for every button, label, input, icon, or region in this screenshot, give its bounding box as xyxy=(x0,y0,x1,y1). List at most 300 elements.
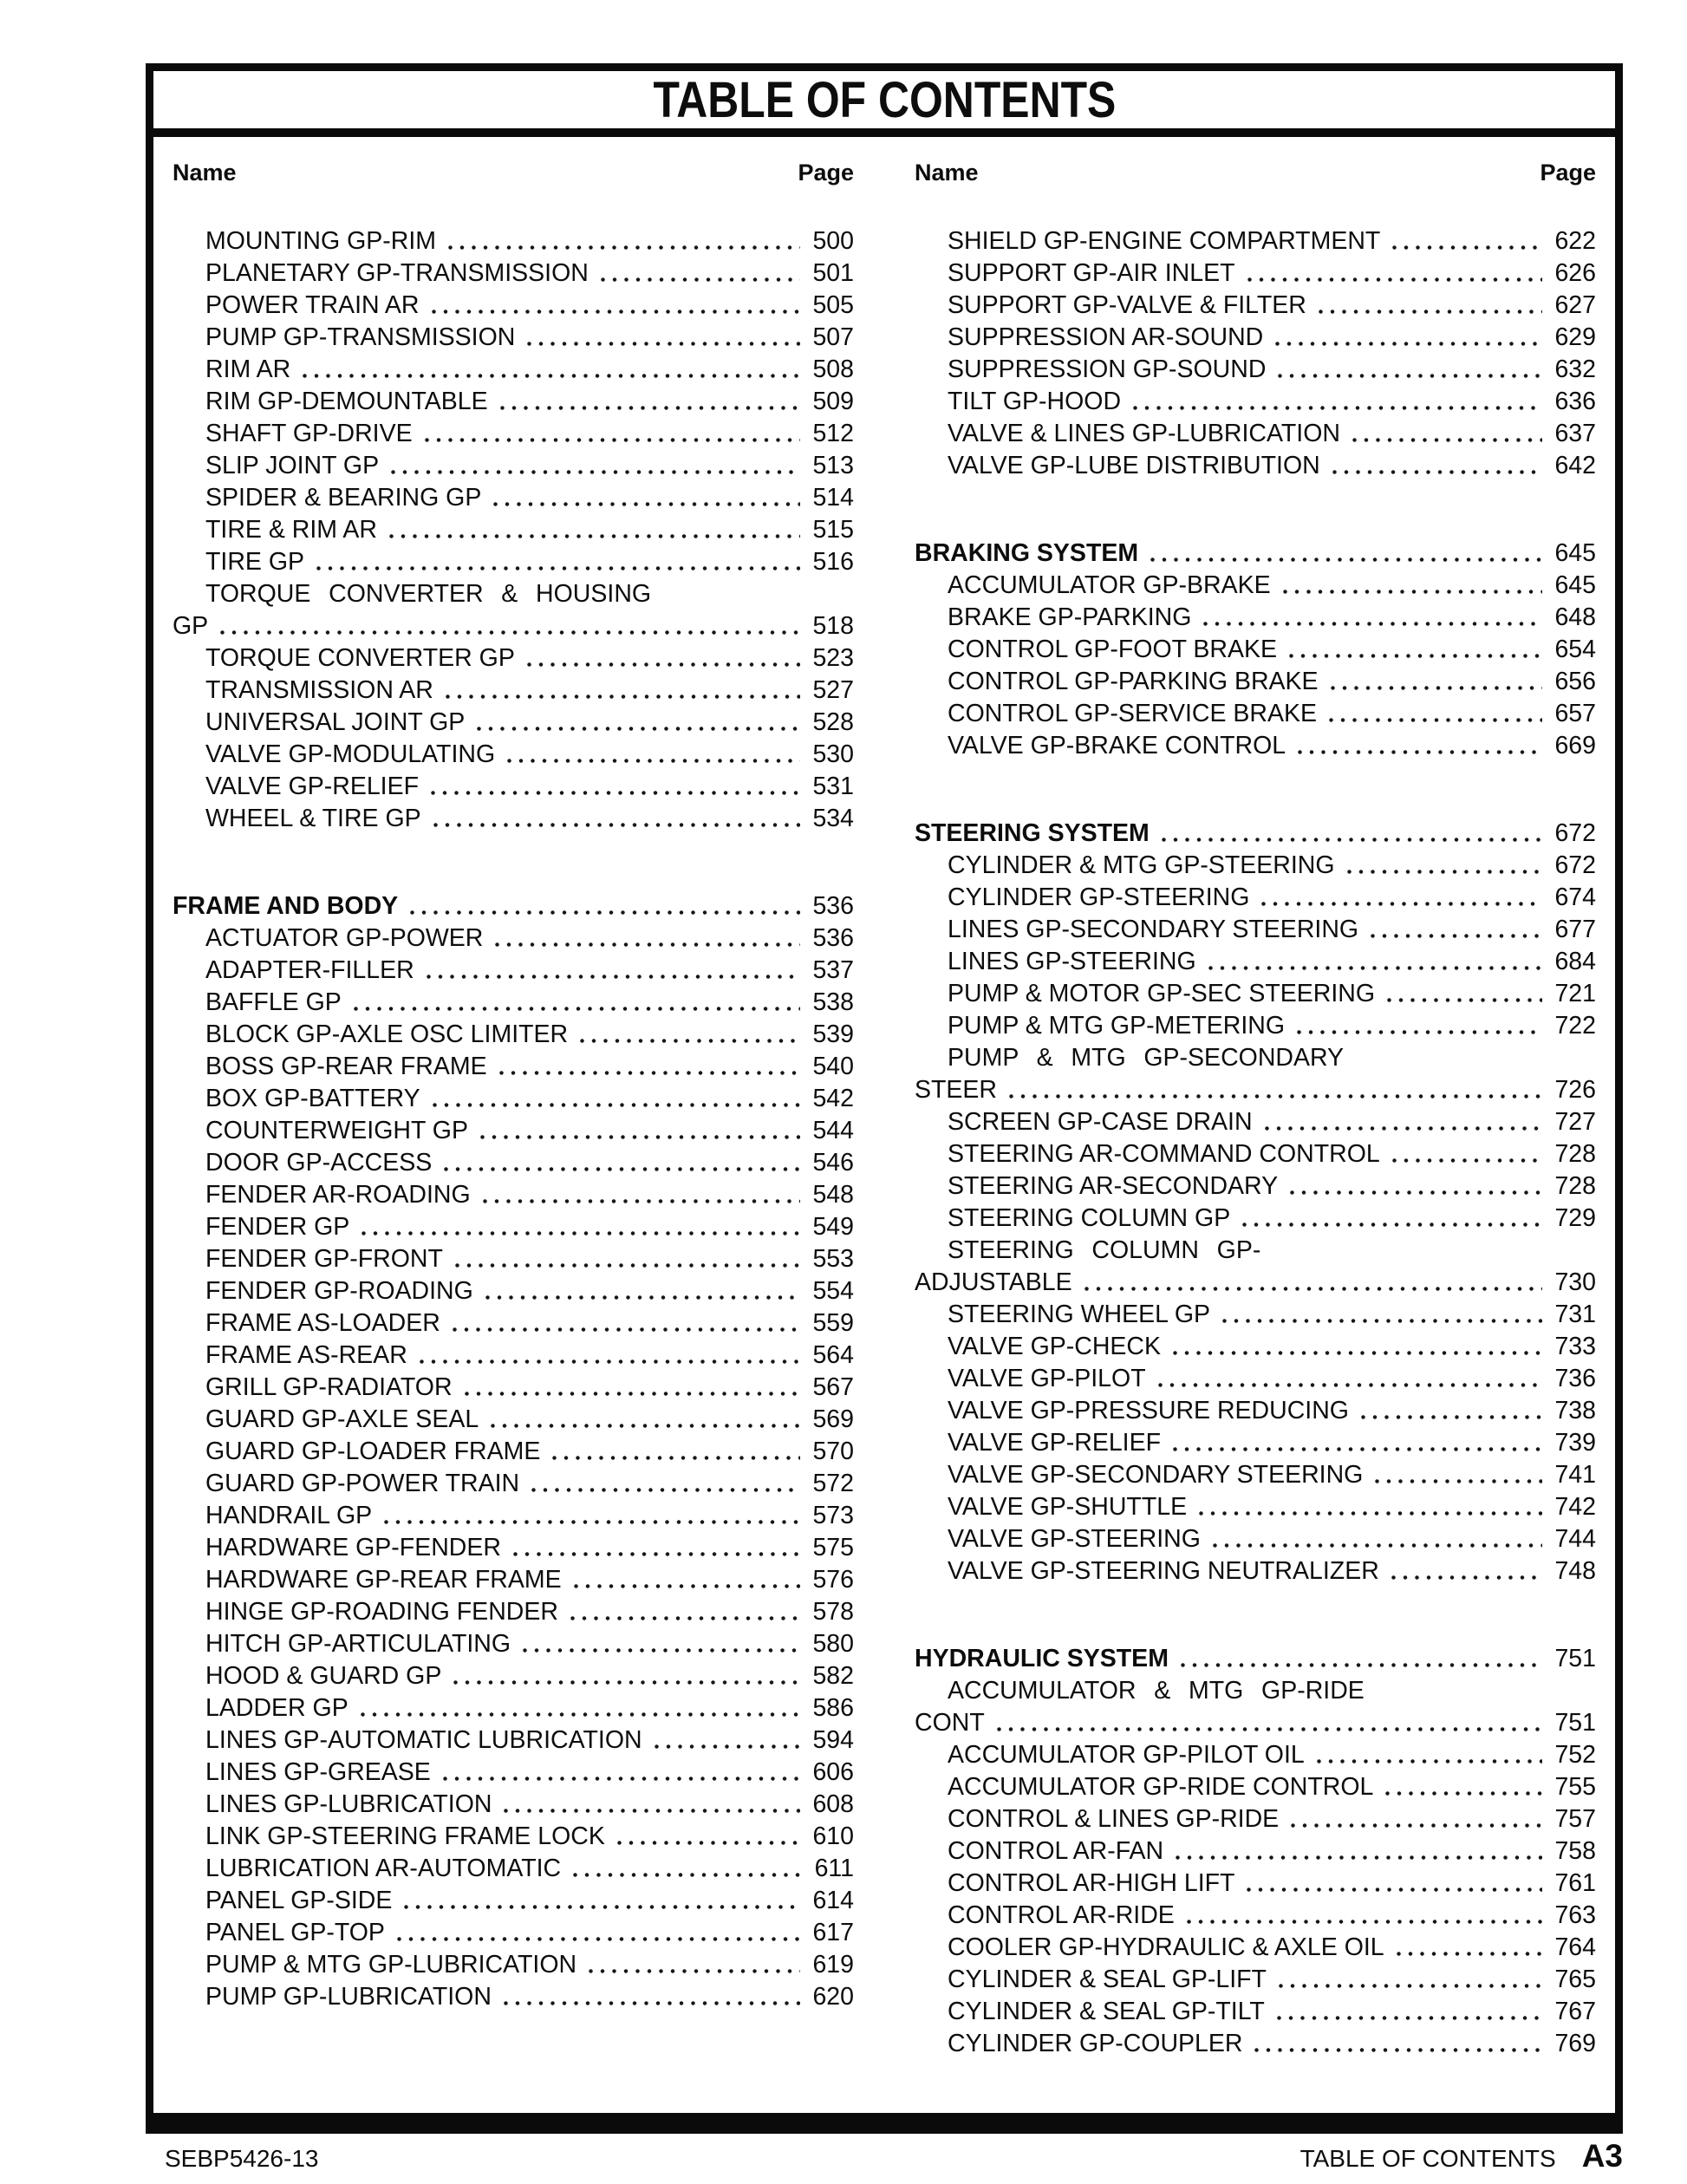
toc-entry-row xyxy=(173,258,854,290)
page-number: 610 xyxy=(812,1822,854,1850)
toc-entry-row xyxy=(173,1692,854,1724)
page-number: 722 xyxy=(1554,1012,1596,1040)
entry-label: FRAME AS-LOADER xyxy=(205,1309,440,1337)
section-gap xyxy=(173,835,854,890)
entry-label: CONTROL GP-SERVICE BRAKE xyxy=(948,700,1318,727)
dot-leader xyxy=(572,1582,800,1590)
page-number: 554 xyxy=(812,1277,854,1305)
page-number: 751 xyxy=(1554,1709,1596,1737)
entry-label: GUARD GP-AXLE SEAL xyxy=(205,1405,479,1433)
entry-label: CONT xyxy=(915,1709,985,1737)
name-header-right: Name xyxy=(915,160,979,186)
dot-leader xyxy=(481,1197,800,1205)
page-number: 515 xyxy=(812,516,854,544)
dot-leader xyxy=(463,1390,800,1398)
page-number: 509 xyxy=(812,388,854,415)
entry-label: ACCUMULATOR GP-RIDE CONTROL xyxy=(948,1773,1374,1801)
entry-label: SLIP JOINT GP xyxy=(205,452,380,479)
entry-label: BRAKING SYSTEM xyxy=(915,539,1139,567)
entry-label: LINES GP-AUTOMATIC LUBRICATION xyxy=(205,1726,642,1754)
toc-entry-row xyxy=(173,1724,854,1757)
dot-leader xyxy=(1327,716,1542,724)
dot-leader xyxy=(442,1165,800,1173)
page-number: 755 xyxy=(1554,1773,1596,1801)
dot-leader xyxy=(498,1069,800,1077)
toc-entry-row xyxy=(173,1468,854,1500)
toc-entry-row xyxy=(915,570,1596,602)
toc-entry-row xyxy=(173,1532,854,1564)
page-number: 731 xyxy=(1554,1301,1596,1328)
page-number: 767 xyxy=(1554,1998,1596,2025)
entry-label: MOUNTING GP-RIM xyxy=(205,227,436,255)
dot-leader xyxy=(1331,468,1542,476)
entry-label: CONTROL AR-FAN xyxy=(948,1837,1164,1865)
entry-label: VALVE GP-SECONDARY STEERING xyxy=(948,1461,1364,1489)
toc-entry-row xyxy=(915,1803,1596,1835)
page-number: 764 xyxy=(1554,1933,1596,1961)
entry-label: SUPPORT GP-VALVE & FILTER xyxy=(948,291,1306,319)
column-headers xyxy=(173,160,1596,186)
toc-entry-row xyxy=(173,354,854,386)
page-number: 575 xyxy=(812,1534,854,1561)
entry-label: VALVE GP-STEERING xyxy=(948,1525,1201,1553)
dot-leader xyxy=(525,661,800,668)
toc-entry-row xyxy=(915,1395,1596,1427)
page-number: 539 xyxy=(812,1020,854,1048)
entry-label: COOLER GP-HYDRAULIC & AXLE OIL xyxy=(948,1933,1384,1961)
dot-leader xyxy=(1287,652,1542,660)
dot-leader xyxy=(1391,244,1542,251)
page-number: 512 xyxy=(812,420,854,447)
dot-leader xyxy=(1281,588,1542,596)
page-number: 559 xyxy=(812,1309,854,1337)
entry-label: STEERING AR-SECONDARY xyxy=(948,1172,1279,1200)
page-number: 733 xyxy=(1554,1333,1596,1360)
dot-leader xyxy=(995,1725,1542,1733)
page-number: 744 xyxy=(1554,1525,1596,1553)
toc-entry-row xyxy=(173,1949,854,1981)
footer-right xyxy=(1300,2138,1623,2174)
toc-entry-row xyxy=(173,1147,854,1179)
dot-leader xyxy=(1359,1413,1542,1421)
dot-leader xyxy=(502,1999,800,2007)
toc-entry-row xyxy=(173,922,854,955)
page-number: 576 xyxy=(812,1566,854,1594)
entry-label: CONTROL GP-PARKING BRAKE xyxy=(948,668,1319,695)
page-number: 657 xyxy=(1554,700,1596,727)
toc-entry-row xyxy=(173,1051,854,1083)
toc-entry-row xyxy=(915,1138,1596,1170)
page-number: 531 xyxy=(812,773,854,800)
entry-label: VALVE & LINES GP-LUBRICATION xyxy=(948,420,1340,447)
entry-label: LADDER GP xyxy=(205,1694,348,1722)
entry-label: PUMP & MTG GP-LUBRICATION xyxy=(205,1951,577,1979)
toc-entry-row xyxy=(173,1628,854,1660)
dot-leader xyxy=(505,757,800,765)
entry-label: SUPPORT GP-AIR INLET xyxy=(948,259,1235,287)
page-number: 627 xyxy=(1554,291,1596,319)
dot-leader xyxy=(1083,1285,1542,1293)
toc-entry-row xyxy=(915,1170,1596,1203)
entry-label: LINES GP-GREASE xyxy=(205,1758,431,1786)
entry-label: CYLINDER & SEAL GP-TILT xyxy=(948,1998,1265,2025)
dot-leader xyxy=(408,909,800,916)
dot-leader xyxy=(431,1101,800,1109)
dot-leader xyxy=(1345,868,1542,876)
entry-label: GUARD GP-POWER TRAIN xyxy=(205,1470,520,1497)
page-number: 741 xyxy=(1554,1461,1596,1489)
page-number: 540 xyxy=(812,1053,854,1080)
page-number: 546 xyxy=(812,1149,854,1177)
toc-entry-row xyxy=(915,258,1596,290)
dot-leader xyxy=(432,821,800,829)
dot-leader xyxy=(418,1358,800,1366)
toc-entry-row xyxy=(173,1436,854,1468)
entry-label: BOSS GP-REAR FRAME xyxy=(205,1053,487,1080)
entry-label: HOOD & GUARD GP xyxy=(205,1662,442,1690)
toc-entry-row xyxy=(915,1491,1596,1523)
toc-entry-row xyxy=(173,322,854,354)
dot-leader xyxy=(1391,1157,1542,1164)
toc-entry-row xyxy=(915,1042,1596,1074)
page-number: 500 xyxy=(812,227,854,255)
entry-label: PUMP GP-TRANSMISSION xyxy=(205,323,516,351)
toc-entry-row xyxy=(915,1675,1596,1707)
toc-entry-row xyxy=(173,1660,854,1692)
toc-entry-row xyxy=(915,290,1596,322)
page-number: 672 xyxy=(1554,851,1596,879)
toc-entry-row xyxy=(915,1106,1596,1138)
toc-column-right xyxy=(915,225,1596,2060)
entry-label: FRAME AND BODY xyxy=(173,892,399,920)
dot-leader xyxy=(1171,1349,1542,1357)
page-number: 645 xyxy=(1554,571,1596,599)
entry-label: CONTROL AR-HIGH LIFT xyxy=(948,1869,1235,1897)
toc-entry-row xyxy=(915,978,1596,1010)
entry-label: PUMP & MOTOR GP-SEC STEERING xyxy=(948,980,1376,1007)
entry-label: FENDER GP-FRONT xyxy=(205,1245,443,1273)
toc-entry-row xyxy=(915,1932,1596,1964)
dot-leader xyxy=(1171,1445,1542,1453)
page-number: 752 xyxy=(1554,1741,1596,1769)
dot-leader xyxy=(587,1967,800,1975)
toc-entry-row xyxy=(915,1555,1596,1587)
entry-label: TRANSMISSION AR xyxy=(205,676,433,704)
entry-label: STEER xyxy=(915,1076,998,1104)
page-number: 765 xyxy=(1554,1966,1596,1993)
toc-entry-row xyxy=(173,1853,854,1885)
page-number: 542 xyxy=(812,1085,854,1112)
dot-leader xyxy=(301,372,800,380)
dot-leader xyxy=(1131,404,1542,412)
toc-columns xyxy=(173,225,1596,2060)
toc-entry-row xyxy=(915,1835,1596,1868)
dot-leader xyxy=(1275,2014,1542,2022)
dot-leader xyxy=(1007,1092,1542,1100)
dot-leader xyxy=(1317,308,1542,316)
entry-label: VALVE GP-RELIEF xyxy=(205,773,420,800)
page-number: 626 xyxy=(1554,259,1596,287)
page-number: 570 xyxy=(812,1438,854,1465)
title-band xyxy=(153,71,1615,137)
page-number: 672 xyxy=(1554,819,1596,847)
toc-entry-row xyxy=(173,675,854,707)
dot-leader xyxy=(1149,556,1542,564)
toc-entry-row xyxy=(915,1459,1596,1491)
page-number: 632 xyxy=(1554,355,1596,383)
dot-leader xyxy=(1276,372,1542,380)
dot-leader xyxy=(550,1454,800,1462)
entry-label: SCREEN GP-CASE DRAIN xyxy=(948,1108,1253,1136)
toc-entry-row xyxy=(915,418,1596,450)
toc-entry-row xyxy=(915,1868,1596,1900)
toc-entry-row xyxy=(915,914,1596,946)
toc-entry-row xyxy=(915,225,1596,258)
page-number: 513 xyxy=(812,452,854,479)
entry-label: FENDER GP-ROADING xyxy=(205,1277,473,1305)
page-number: 645 xyxy=(1554,539,1596,567)
dot-leader xyxy=(1273,340,1542,348)
entry-label: PANEL GP-TOP xyxy=(205,1919,385,1946)
toc-entry-row xyxy=(173,803,854,835)
entry-label: HINGE GP-ROADING FENDER xyxy=(205,1598,558,1626)
entry-label: LUBRICATION AR-AUTOMATIC xyxy=(205,1855,562,1882)
toc-entry-row xyxy=(173,1596,854,1628)
entry-label: BLOCK GP-AXLE OSC LIMITER xyxy=(205,1020,569,1048)
dot-leader xyxy=(1179,1661,1542,1669)
toc-entry-row xyxy=(173,1981,854,2013)
page-number: 751 xyxy=(1554,1645,1596,1672)
entry-label: SHIELD GP-ENGINE COMPARTMENT xyxy=(948,227,1381,255)
entry-label: BAFFLE GP xyxy=(205,988,342,1016)
toc-entry-row xyxy=(173,1372,854,1404)
page-number: 619 xyxy=(812,1951,854,1979)
dot-leader xyxy=(1384,1790,1542,1797)
toc-entry-row xyxy=(915,1267,1596,1299)
page-number: 536 xyxy=(812,892,854,920)
dot-leader xyxy=(1253,2046,1542,2054)
dot-leader xyxy=(444,693,800,701)
entry-label: TORQUE CONVERTER GP xyxy=(205,644,515,672)
toc-entry-row xyxy=(915,1707,1596,1739)
page-number: 606 xyxy=(812,1758,854,1786)
entry-label: CYLINDER & MTG GP-STEERING xyxy=(948,851,1335,879)
dot-leader xyxy=(571,1871,800,1879)
entry-label: VALVE GP-RELIEF xyxy=(948,1429,1162,1457)
page-number: 572 xyxy=(812,1470,854,1497)
toc-entry-row xyxy=(173,1307,854,1340)
entry-label: ACCUMULATOR & MTG GP-RIDE xyxy=(948,1677,1365,1705)
toc-entry-row xyxy=(173,1917,854,1949)
dot-leader xyxy=(1246,276,1542,284)
entry-label: VALVE GP-MODULATING xyxy=(205,740,496,768)
entry-label: BRAKE GP-PARKING xyxy=(948,603,1192,631)
entry-label: TIRE GP xyxy=(205,548,305,576)
entry-label: CONTROL AR-RIDE xyxy=(948,1901,1175,1929)
dot-leader xyxy=(578,1037,800,1045)
entry-label: PUMP & MTG GP-METERING xyxy=(948,1012,1285,1040)
page-title: TABLE OF CONTENTS xyxy=(653,71,1116,128)
entry-label: RIM AR xyxy=(205,355,291,383)
page-number: 569 xyxy=(812,1405,854,1433)
entry-label: VALVE GP-SHUTTLE xyxy=(948,1493,1188,1521)
page-header-right: Page xyxy=(1540,160,1596,186)
footer-section-label: TABLE OF CONTENTS xyxy=(1299,2145,1556,2172)
entry-label: HITCH GP-ARTICULATING xyxy=(205,1630,511,1658)
toc-entry-row xyxy=(173,1083,854,1115)
page-number: 677 xyxy=(1554,916,1596,943)
dot-leader xyxy=(569,1614,800,1622)
page-number: 549 xyxy=(812,1213,854,1241)
dot-leader xyxy=(423,436,800,444)
page-number: 758 xyxy=(1554,1837,1596,1865)
toc-entry-row xyxy=(915,322,1596,354)
dot-leader xyxy=(315,564,800,572)
page-number: 669 xyxy=(1554,732,1596,760)
dot-leader xyxy=(1296,748,1542,756)
toc-section-row xyxy=(915,1643,1596,1675)
dot-leader xyxy=(402,1903,800,1911)
page-number: 656 xyxy=(1554,668,1596,695)
column-header-left xyxy=(173,160,854,186)
dot-leader xyxy=(1315,1757,1542,1765)
entry-label: STEERING COLUMN GP xyxy=(948,1204,1231,1232)
page-number: 586 xyxy=(812,1694,854,1722)
dot-leader xyxy=(1174,1854,1542,1861)
dot-leader xyxy=(352,1005,800,1013)
page-number: 727 xyxy=(1554,1108,1596,1136)
dot-leader xyxy=(1160,836,1542,844)
toc-entry-row xyxy=(915,1771,1596,1803)
section-gap xyxy=(915,482,1596,538)
entry-label: GP xyxy=(173,612,209,640)
toc-entry-row xyxy=(915,1010,1596,1042)
entry-label: LINES GP-SECONDARY STEERING xyxy=(948,916,1359,943)
entry-label: VALVE GP-PILOT xyxy=(948,1365,1146,1392)
section-gap xyxy=(915,1587,1596,1643)
dot-leader xyxy=(388,532,800,540)
dot-leader xyxy=(429,789,800,797)
dot-leader xyxy=(1245,1886,1542,1894)
page-number: 763 xyxy=(1554,1901,1596,1929)
entry-label: TORQUE CONVERTER & HOUSING xyxy=(205,580,652,608)
entry-label: FENDER GP xyxy=(205,1213,350,1241)
toc-entry-row xyxy=(915,1996,1596,2028)
toc-entry-row xyxy=(173,1404,854,1436)
entry-label: CYLINDER GP-STEERING xyxy=(948,883,1250,911)
entry-label: TIRE & RIM AR xyxy=(205,516,377,544)
dot-leader xyxy=(446,244,800,251)
dot-leader xyxy=(1202,620,1542,628)
page-number: 684 xyxy=(1554,948,1596,975)
entry-label: UNIVERSAL JOINT GP xyxy=(205,708,466,736)
page-header-left: Page xyxy=(798,160,854,186)
toc-entry-row xyxy=(915,354,1596,386)
page-number: 527 xyxy=(812,676,854,704)
entry-label: ACCUMULATOR GP-BRAKE xyxy=(948,571,1271,599)
toc-entry-row xyxy=(915,1964,1596,1996)
entry-label: PUMP & MTG GP-SECONDARY xyxy=(948,1044,1345,1072)
page-number: 573 xyxy=(812,1502,854,1529)
entry-label: SHAFT GP-DRIVE xyxy=(205,420,413,447)
dot-leader xyxy=(1185,1918,1542,1926)
page-number: 769 xyxy=(1554,2030,1596,2057)
dot-leader xyxy=(511,1550,800,1558)
page-number: 505 xyxy=(812,291,854,319)
entry-label: VALVE GP-BRAKE CONTROL xyxy=(948,732,1286,760)
page-number: 738 xyxy=(1554,1397,1596,1424)
entry-label: LINES GP-LUBRICATION xyxy=(205,1790,492,1818)
dot-leader xyxy=(1351,436,1542,444)
page-number: 564 xyxy=(812,1341,854,1369)
toc-entry-row xyxy=(915,730,1596,762)
dot-leader xyxy=(1241,1221,1542,1229)
toc-content xyxy=(153,160,1615,2060)
toc-section-row xyxy=(915,818,1596,850)
entry-label: STEERING SYSTEM xyxy=(915,819,1150,847)
toc-entry-row xyxy=(915,1331,1596,1363)
entry-label: HYDRAULIC SYSTEM xyxy=(915,1645,1169,1672)
dot-leader xyxy=(425,973,800,981)
doc-code: SEBP5426-13 xyxy=(165,2145,319,2172)
entry-label: SUPPRESSION GP-SOUND xyxy=(948,355,1267,383)
toc-entry-row xyxy=(173,1564,854,1596)
dot-leader xyxy=(653,1743,800,1750)
toc-entry-row xyxy=(173,1179,854,1211)
page-number: 507 xyxy=(812,323,854,351)
page-number: 514 xyxy=(812,484,854,512)
toc-box xyxy=(146,63,1623,2134)
page-number: 748 xyxy=(1554,1557,1596,1585)
entry-label: ACTUATOR GP-POWER xyxy=(205,924,484,952)
page-number: 534 xyxy=(812,805,854,832)
toc-entry-row xyxy=(915,850,1596,882)
toc-entry-row xyxy=(173,642,854,675)
page-number: 620 xyxy=(812,1983,854,2011)
entry-label: PLANETARY GP-TRANSMISSION xyxy=(205,259,589,287)
page-number: 739 xyxy=(1554,1429,1596,1457)
toc-entry-row xyxy=(173,546,854,578)
dot-leader xyxy=(489,1422,800,1430)
entry-label: VALVE GP-STEERING NEUTRALIZER xyxy=(948,1557,1379,1585)
toc-entry-row xyxy=(173,482,854,514)
page-number: 629 xyxy=(1554,323,1596,351)
toc-entry-row xyxy=(915,946,1596,978)
entry-label: STEERING AR-COMMAND CONTROL xyxy=(948,1140,1380,1168)
page-number: 580 xyxy=(812,1630,854,1658)
entry-label: RIM GP-DEMOUNTABLE xyxy=(205,388,488,415)
dot-leader xyxy=(1329,684,1542,692)
dot-leader xyxy=(218,629,800,636)
entry-label: LINK GP-STEERING FRAME LOCK xyxy=(205,1822,605,1850)
dot-leader xyxy=(1395,1950,1542,1958)
page-number: 548 xyxy=(812,1181,854,1209)
entry-label: FRAME AS-REAR xyxy=(205,1341,407,1369)
toc-section-row xyxy=(173,890,854,922)
dot-leader xyxy=(1369,932,1542,940)
dot-leader xyxy=(1211,1542,1542,1549)
entry-label: DOOR GP-ACCESS xyxy=(205,1149,433,1177)
toc-entry-row xyxy=(915,1523,1596,1555)
page-number: 501 xyxy=(812,259,854,287)
footer-page-code: A3 xyxy=(1581,2138,1623,2174)
toc-entry-row xyxy=(173,1500,854,1532)
page-number: 544 xyxy=(812,1117,854,1144)
entry-label: ADAPTER-FILLER xyxy=(205,956,414,984)
dot-leader xyxy=(1390,1574,1542,1581)
toc-entry-row xyxy=(915,1235,1596,1267)
page-number: 536 xyxy=(812,924,854,952)
